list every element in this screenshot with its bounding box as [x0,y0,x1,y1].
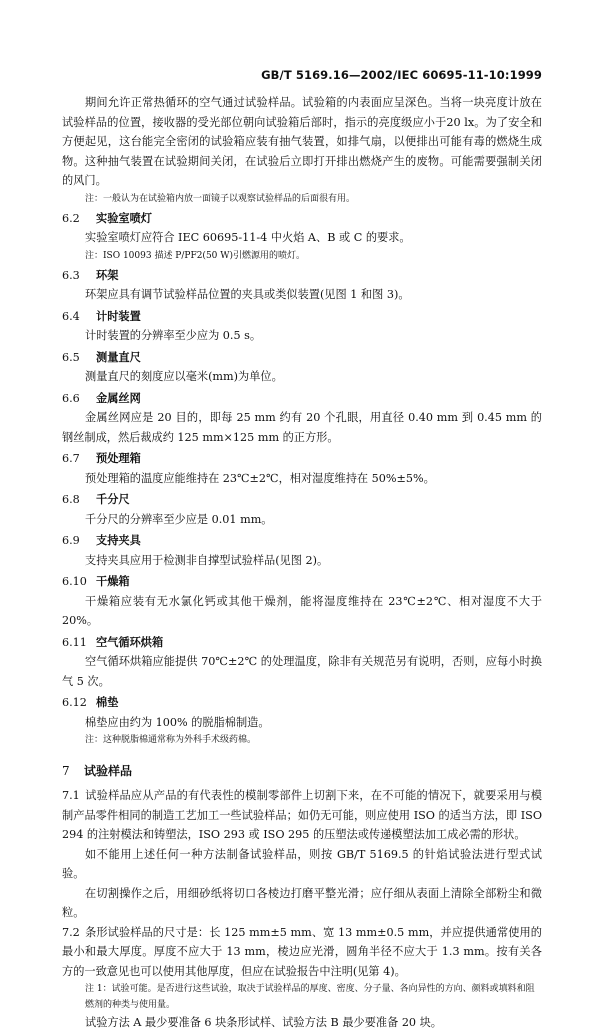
section-7-heading: 7 试验样品 [62,764,133,778]
intro-paragraph: 期间允许正常热循环的空气通过试验样品。试验箱的内表面应呈深色。当将一块亮度计放在试验样品的位置，接收器的受光部位朝向试验箱后部时，指示的亮度级应小于20 lx。为了安全和方便起见，这台能完全密闭的试验箱应装有抽气装置，如排气扇，以便排出可能有毒的燃烧生成物。这种抽气装置在试验期间关闭，在试验后立即打开排出燃烧产生的废物。可能需要强制关闭的风门。 [62,96,542,187]
section-6-11-text: 空气循环烘箱应能提供 70℃±2℃ 的处理温度，除非有关规范另有说明，否则，应每小时换气 5 次。 [62,655,542,688]
section-6-8-text: 千分尺的分辨率至少应是 0.01 mm。 [85,512,273,526]
section-7-2-text2: 试验方法 A 最少要准备 6 块条形试样、试验方法 B 最少要准备 20 块。 [85,1016,442,1029]
section-6-2-note: 注：ISO 10093 描述 P/PF2(50 W)引燃源用的喷灯。 [85,250,306,261]
section-7-1-text: 7.1 试验样品应从产品的有代表性的模制零部件上切割下来，在不可能的情况下，就要采用与模制产品零件相同的制造工艺加工一些试验样品；如仍无可能，则应使用 ISO 的适当方法，即 ISO 294 的注射模法和铸塑法，ISO 293 或 ISO 295 的压塑法或传递模塑法加工成必需的形状。 [62,789,542,841]
section-6-7-text: 预处理箱的温度应能维持在 23℃±2℃，相对湿度维持在 50%±5%。 [85,471,435,485]
section-6-12-note: 注：这种脱脂棉通常称为外科手术级药棉。 [85,735,257,745]
section-6-9-text: 支持夹具应用于检测非自撑型试验样品(见图 2)。 [85,553,329,567]
section-6-5-heading: 6.5 测量直尺 [62,350,141,364]
standard-header: GB/T 5169.16—2002/IEC 60695-11-10:1999 [261,68,542,82]
section-6-12-text: 棉垫应由约为 100% 的脱脂棉制造。 [85,715,270,729]
intro-note: 注：一般认为在试验箱内放一面镜子以观察试验样品的后面很有用。 [85,193,356,204]
section-6-6-text: 金属丝网应是 20 目的，即每 25 mm 约有 20 个孔眼，用直径 0.40 mm 到 0.45 mm 的钢丝制成，然后裁成约 125 mm×125 mm 的正方形。 [62,411,542,444]
section-6-3-text: 环架应具有调节试验样品位置的夹具或类似装置(见图 1 和图 3)。 [85,288,410,301]
section-7-2-text: 7.2 条形试验样品的尺寸是：长 125 mm±5 mm、宽 13 mm±0.5 mm，并应提供通常使用的最小和最大厚度。厚度不应大于 13 mm，棱边应光滑，圆角半径不应大于 1.3 mm。按有关各方的一致意见也可以使用其他厚度，但应在试验报告中注明(见第 4)。 [62,925,542,978]
section-6-8-heading: 6.8 千分尺 [62,493,130,506]
section-6-5-text: 测量直尺的刻度应以毫米(mm)为单位。 [85,370,283,383]
document-body [62,93,542,1033]
section-6-4-heading: 6.4 计时装置 [62,309,141,323]
section-6-2-heading: 6.2 实验室喷灯 [62,211,152,225]
section-6-2-text: 实验室喷灯应符合 IEC 60695-11-4 中火焰 A、B 或 C 的要求。 [85,231,411,244]
section-7-1-text2: 如不能用上述任何一种方法制备试验样品，则按 GB/T 5169.5 的针焰试验法进行型式试验。 [62,847,542,880]
section-6-11-heading: 6.11 空气循环烘箱 [62,635,164,649]
section-6-3-heading: 6.3 环架 [62,268,119,282]
section-6-6-heading: 6.6 金属丝网 [62,391,141,405]
section-6-9-heading: 6.9 支持夹具 [62,534,141,547]
section-6-10-text: 干燥箱应装有无水氯化钙或其他干燥剂，能将湿度维持在 23℃±2℃、相对湿度不大于 20%。 [62,594,542,627]
section-7-1-text3: 在切割操作之后，用细砂纸将切口各棱边打磨平整光滑；应仔细从表面上清除全部粉尘和微粒。 [62,886,542,919]
section-6-7-heading: 6.7 预处理箱 [62,452,141,465]
section-6-10-heading: 6.10 干燥箱 [62,575,130,588]
section-7-2-note: 注 1：试验可能。是否进行这些试验，取决于试验样品的厚度、密度、分子量、各向异性的方向、颜料或填料和阻燃剂的种类与使用量。 [85,984,535,1010]
section-6-12-heading: 6.12 棉垫 [62,696,119,709]
section-6-4-text: 计时装置的分辨率至少应为 0.5 s。 [85,329,262,342]
